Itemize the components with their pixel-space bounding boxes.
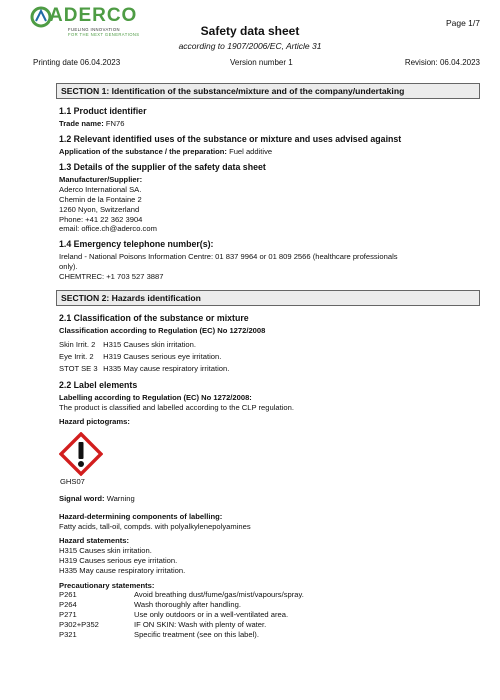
- section-2-header: SECTION 2: Hazards identification: [56, 290, 480, 306]
- logo-tagline-1: FUELING INNOVATION: [68, 27, 120, 32]
- classification-text: H319 Causes serious eye irritation.: [103, 351, 222, 361]
- precautionary-row: [59, 590, 480, 600]
- components-label: Hazard-determining components of labelling:: [59, 511, 223, 521]
- precautionary-code: P264: [59, 600, 77, 610]
- classification-text: H315 Causes skin irritation.: [103, 339, 196, 349]
- manufacturer-label: Manufacturer/Supplier:: [59, 175, 143, 185]
- pictograms-label: Hazard pictograms:: [59, 417, 130, 427]
- document-subtitle: according to 1907/2006/EC, Article 31: [178, 41, 322, 51]
- hazard-statement: H319 Causes serious eye irritation.: [59, 555, 178, 565]
- classification-code: Skin Irrit. 2: [59, 339, 96, 349]
- precautionary-label: Precautionary statements:: [59, 580, 155, 590]
- heading-1-1: 1.1 Product identifier: [59, 106, 147, 116]
- pictogram-code: GHS07: [60, 476, 85, 486]
- email-line: email: office.ch@aderco.com: [59, 224, 157, 234]
- hazard-statements-label: Hazard statements:: [59, 536, 130, 546]
- application-label: Application of the substance / the preparation:: [59, 147, 227, 157]
- classification-label: Classification according to Regulation (EC) No 1272/2008: [59, 325, 266, 335]
- phone-line: Phone: +41 22 362 3904: [59, 214, 143, 224]
- sds-body: [59, 77, 480, 639]
- heading-2-1: 2.1 Classification of the substance or mixture: [59, 312, 249, 323]
- section-1-header: SECTION 1: Identification of the substance/mixture and of the company/undertaking: [56, 83, 480, 99]
- components-value: Fatty acids, tall-oil, compds. with polyalkylenepolyamines: [59, 521, 251, 531]
- hazard-statement: H315 Causes skin irritation.: [59, 546, 152, 556]
- printing-date: Printing date 06.04.2023: [33, 58, 121, 67]
- precautionary-row: [59, 600, 480, 610]
- emergency-numbers: [59, 252, 480, 281]
- application-value: Fuel additive: [229, 147, 273, 157]
- precautionary-row: [59, 610, 480, 620]
- precautionary-code: P302+P352: [59, 619, 99, 629]
- classification-row: [59, 363, 480, 375]
- classification-row: [59, 339, 480, 351]
- precautionary-text: Wash thoroughly after handling.: [134, 600, 241, 610]
- precautionary-text: IF ON SKIN: Wash with plenty of water.: [134, 619, 267, 629]
- page-number: Page 1/7: [445, 18, 480, 28]
- classification-code: Eye Irrit. 2: [59, 351, 94, 361]
- trade-name-label: Trade name:: [59, 119, 104, 128]
- exclamation-hazard-icon: [59, 432, 103, 476]
- hazard-statements: [59, 536, 480, 575]
- ghs07-pictogram: [59, 432, 103, 476]
- address-line: 1260 Nyon, Switzerland: [59, 204, 140, 214]
- supplier-address: [59, 175, 480, 234]
- trade-name-value: FN76: [105, 119, 125, 128]
- precautionary-text: Avoid breathing dust/fume/gas/mist/vapours/spray.: [134, 590, 304, 600]
- precautionary-code: P271: [59, 609, 77, 619]
- logo-wordmark: ADERCO: [49, 5, 138, 26]
- precautionary-text: Use only outdoors or in a well-ventilated area.: [134, 609, 289, 619]
- signal-word-line: [59, 494, 480, 504]
- revision-date: Revision: 06.04.2023: [404, 58, 480, 67]
- trade-name-line: [59, 119, 480, 129]
- precautionary-row: [59, 620, 480, 630]
- precautionary-text: Specific treatment (see on this label).: [134, 629, 259, 639]
- emergency-line: Ireland - National Poisons Information Centre: 01 837 9964 or 01 809 2566 (healthcare professionals: [59, 252, 398, 262]
- classification-text: H335 May cause respiratory irritation.: [103, 363, 230, 373]
- logo-tagline-2: FOR THE NEXT GENERATIONS: [68, 32, 140, 37]
- classification-list: [59, 339, 480, 375]
- heading-1-4: 1.4 Emergency telephone number(s):: [59, 239, 214, 250]
- hazard-statement: H335 May cause respiratory irritation.: [59, 565, 186, 575]
- application-line: [59, 147, 480, 157]
- emergency-line: only).: [59, 261, 78, 271]
- signal-word-label: Signal word:: [59, 493, 105, 503]
- address-line: Chemin de la Fontaine 2: [59, 195, 142, 204]
- labelling-block: [59, 393, 480, 413]
- signal-word-value: Warning: [106, 493, 135, 503]
- labelling-text: The product is classified and labelled according to the CLP regulation.: [59, 402, 294, 412]
- version-number: Version number 1: [230, 58, 293, 67]
- heading-2-2: 2.2 Label elements: [59, 379, 138, 390]
- emergency-line: CHEMTREC: +1 703 527 3887: [59, 271, 164, 281]
- labelling-label: Labelling according to Regulation (EC) No 1272/2008:: [59, 392, 252, 402]
- heading-1-2: 1.2 Relevant identified uses of the substance or mixture and uses advised against: [59, 134, 402, 145]
- precautionary-statements: [59, 581, 480, 640]
- address-line: Aderco International SA.: [59, 185, 142, 195]
- precautionary-code: P261: [59, 590, 77, 600]
- precautionary-row: [59, 630, 480, 640]
- components-block: [59, 512, 480, 532]
- heading-1-3: 1.3 Details of the supplier of the safety data sheet: [59, 162, 266, 173]
- document-title: Safety data sheet: [200, 24, 300, 38]
- classification-code: STOT SE 3: [59, 363, 98, 373]
- classification-row: [59, 351, 480, 363]
- precautionary-code: P321: [59, 629, 77, 639]
